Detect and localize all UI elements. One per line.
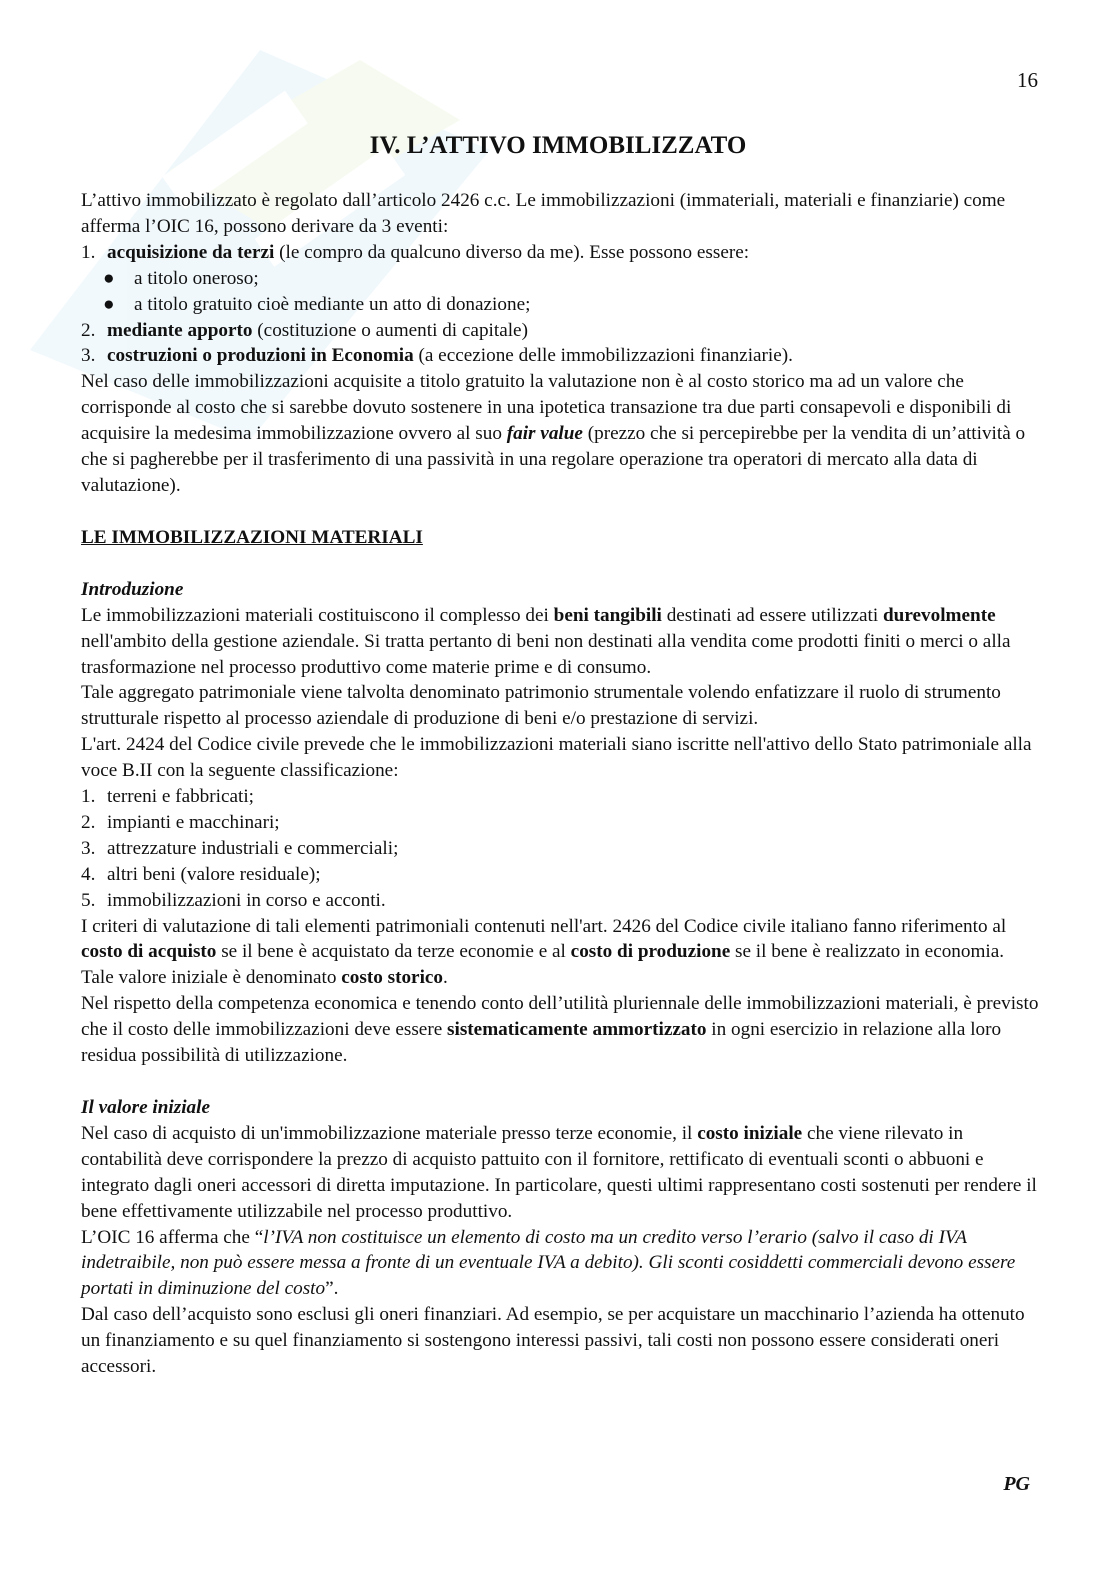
- subheading-introduzione: Introduzione: [81, 578, 184, 600]
- fair-value-paragraph: Nel caso delle immobilizzazioni acquisite a titolo gratuito la valutazione non è al costo storico ma ad un valore che corrisponde al costo che si sarebbe dovuto sostenere in una ipotetica transazione tra due parti consapevoli e disponibili di acquisire la medesima immobilizzazione ovvero al suo fair value (prezzo che si percepirebbe per la vendita di un’attività o che si pagherebbe per il trasferimento di una passività in una regolare operazione tra operatori di mercato alla data di valutazione).: [81, 371, 1026, 496]
- classification-item: 5. immobilizzazioni in corso e acconti.: [81, 889, 386, 911]
- event-item: 2. mediante apporto (costituzione o aumenti di capitale): [81, 319, 528, 341]
- classification-item: 1. terreni e fabbricati;: [81, 786, 255, 808]
- page-number: 16: [1017, 68, 1038, 92]
- paragraph: Nel caso di acquisto di un'immobilizzazione materiale presso terze economie, il costo iniziale che viene rilevato in contabilità deve corrispondere la prezzo di acquisto pattuito con il fornitore, rettificato di eventuali sconti o abbuoni e integrato dagli oneri accessori di diretta imputazione. In particolare, questi ultimi rappresentano costi sostenuti per rendere il bene effettivamente utilizzabile nel processo produttivo.: [81, 1122, 1037, 1222]
- body-text: [81, 188, 1041, 1380]
- event-item: 1. acquisizione da terzi (le compro da qualcuno diverso da me). Esse possono essere:: [81, 241, 750, 263]
- paragraph: L'art. 2424 del Codice civile prevede che le immobilizzazioni materiali siano iscritte nell'attivo dello Stato patrimoniale alla voce B.II con la seguente classificazione:: [81, 734, 1032, 782]
- paragraph: Le immobilizzazioni materiali costituiscono il complesso dei beni tangibili destinati ad essere utilizzati durevolmente nell'ambito della gestione aziendale. Si tratta pertanto di beni non destinati alla vendita come prodotti finiti o merci o alla trasformazione nel processo produttivo come materie prime e di consumo.: [81, 604, 1011, 678]
- bullet-item: ● a titolo oneroso;: [81, 266, 1041, 292]
- classification-item: 2. impianti e macchinari;: [81, 811, 280, 833]
- intro-paragraph: L’attivo immobilizzato è regolato dall’articolo 2426 c.c. Le immobilizzazioni (immateriali, materiali e finanziarie) come afferma l’OIC 16, possono derivare da 3 eventi:: [81, 190, 1006, 237]
- paragraph: L’OIC 16 afferma che “l’IVA non costituisce un elemento di costo ma un credito verso l’erario (salvo il caso di IVA indetraibile, non può essere messa a fronte di un eventuale IVA a debito). Gli sconti cosiddetti commerciali devono essere portati in diminuzione del costo”.: [81, 1226, 1016, 1300]
- bullet-item: ● a titolo gratuito cioè mediante un atto di donazione;: [81, 292, 1041, 318]
- bullet-icon: ●: [103, 293, 115, 315]
- classification-item: 4. altri beni (valore residuale);: [81, 863, 321, 885]
- paragraph: Nel rispetto della competenza economica e tenendo conto dell’utilità pluriennale delle immobilizzazioni materiali, è previsto che il costo delle immobilizzazioni deve essere sistematicamente ammortizzato in ogni esercizio in relazione alla loro residua possibilità di utilizzazione.: [81, 993, 1039, 1067]
- classification-item: 3. attrezzature industriali e commerciali;: [81, 837, 399, 859]
- section-heading: LE IMMOBILIZZAZIONI MATERIALI: [81, 526, 423, 548]
- footer-mark: PG: [1003, 1473, 1030, 1495]
- bullet-icon: ●: [103, 267, 115, 289]
- event-item: 3. costruzioni o produzioni in Economia (a eccezione delle immobilizzazioni finanziarie).: [81, 345, 793, 367]
- paragraph: Tale aggregato patrimoniale viene talvolta denominato patrimonio strumentale volendo enfatizzare il ruolo di strumento strutturale rispetto al processo aziendale di produzione di beni e/o prestazione di servizi.: [81, 682, 1001, 730]
- chapter-title: IV. L’ATTIVO IMMOBILIZZATO: [369, 132, 747, 159]
- paragraph: Dal caso dell’acquisto sono esclusi gli oneri finanziari. Ad esempio, se per acquistare un macchinario l’azienda ha ottenuto un finanziamento e su quel finanziamento si sostengono interessi passivi, tali costi non possono essere considerati oneri accessori.: [81, 1304, 1025, 1378]
- paragraph: I criteri di valutazione di tali elementi patrimoniali contenuti nell'art. 2426 del Codice civile italiano fanno riferimento al costo di acquisto se il bene è acquistato da terze economie e al costo di produzione se il bene è realizzato in economia. Tale valore iniziale è denominato costo storico.: [81, 915, 1007, 989]
- subheading-valore-iniziale: Il valore iniziale: [81, 1097, 210, 1118]
